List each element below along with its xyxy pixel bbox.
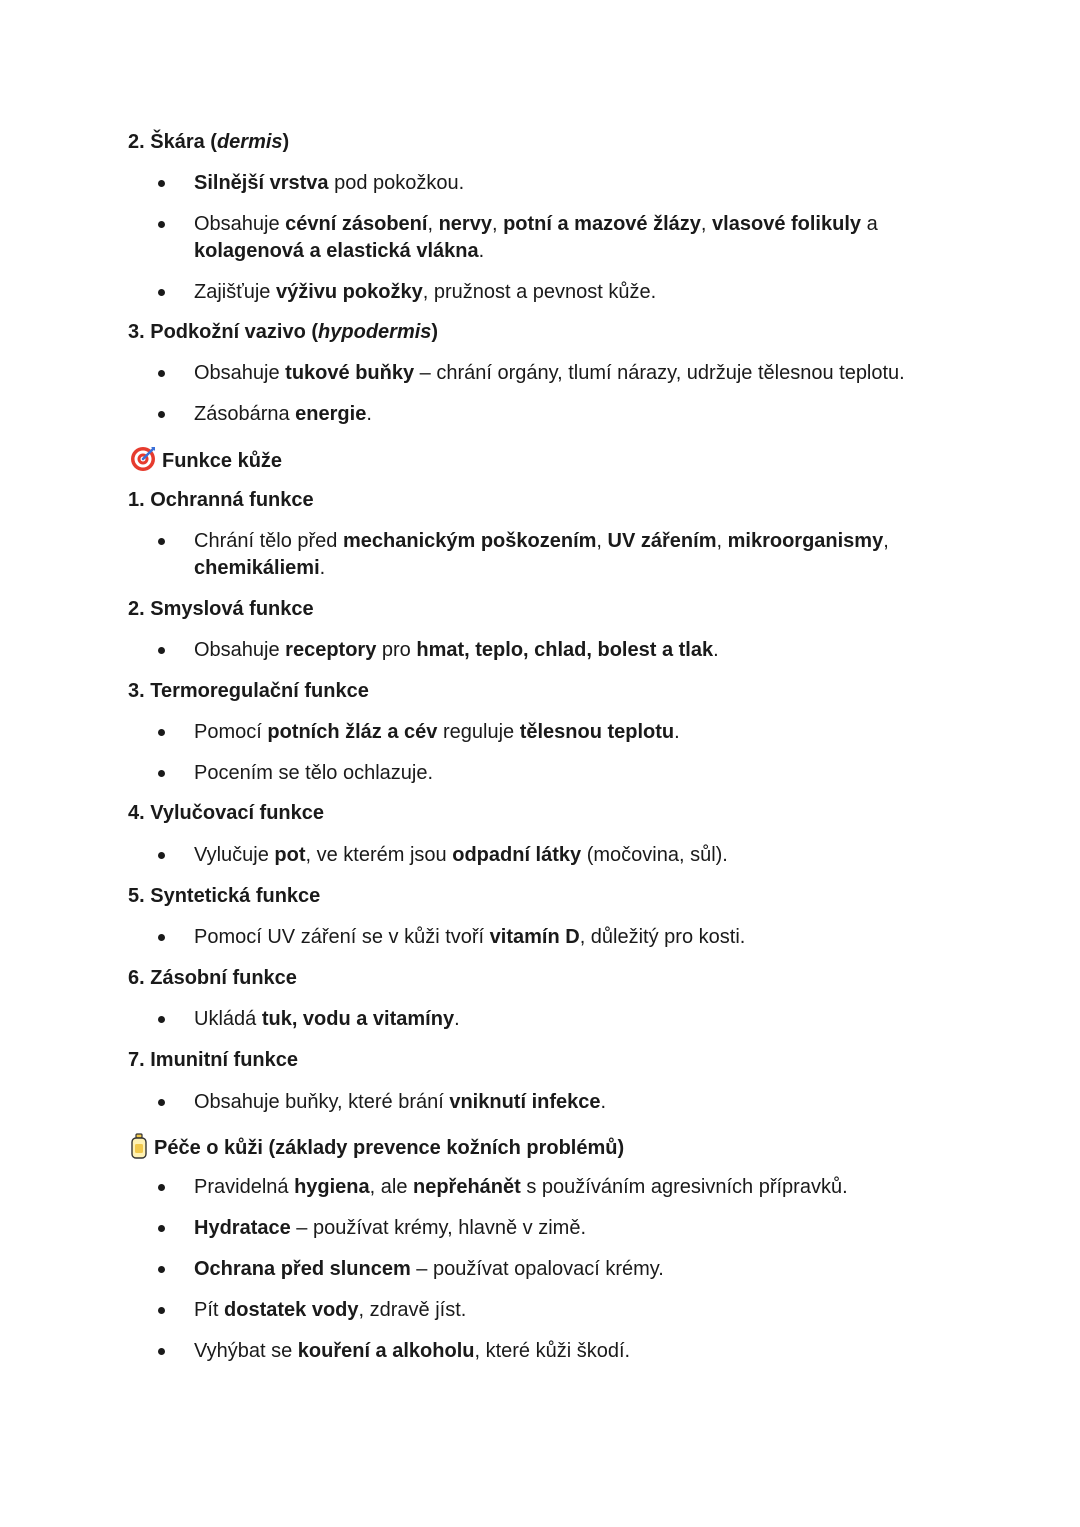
- text-run: ,: [427, 213, 439, 235]
- text-run: energie: [295, 403, 367, 425]
- text-run: .: [454, 1008, 460, 1030]
- text-run: ,: [716, 530, 728, 552]
- text-run: UV zářením: [607, 530, 717, 552]
- text-run: Silnější vrstva: [194, 172, 329, 194]
- text-run: reguluje: [437, 721, 520, 743]
- text-run: ): [431, 321, 439, 343]
- bullet-dot: [158, 1184, 165, 1191]
- text-run: ,: [883, 530, 889, 552]
- text-run: Pomocí UV záření se v kůži tvoří: [194, 926, 490, 948]
- list-item: [194, 1174, 848, 1201]
- text-run: vlasové folikuly: [712, 213, 862, 235]
- text-run: Péče o kůži (základy prevence kožních problémů): [154, 1137, 625, 1159]
- section-heading: [130, 1133, 624, 1167]
- text-run: – používat opalovací krémy.: [410, 1258, 664, 1280]
- section-heading: [128, 319, 438, 346]
- text-run: (močovina, sůl).: [581, 844, 728, 866]
- bullet-dot: [158, 289, 165, 296]
- text-run: 4. Vylučovací funkce: [128, 802, 325, 824]
- section-heading: [128, 965, 297, 992]
- text-run: pod pokožkou.: [328, 172, 465, 194]
- list-item: [194, 1215, 586, 1242]
- text-run: Vyhýbat se: [194, 1340, 298, 1362]
- text-run: – chrání orgány, tlumí nárazy, udržuje tělesnou teplotu.: [414, 362, 905, 384]
- text-run: 5. Syntetická funkce: [128, 885, 321, 907]
- section-heading: [128, 596, 314, 623]
- section-heading: [128, 1047, 298, 1074]
- bullet-dot: [158, 852, 165, 859]
- list-item: [194, 211, 878, 238]
- text-run: hygiena: [294, 1176, 370, 1198]
- list-item: [194, 360, 905, 387]
- text-run: , pružnost a pevnost kůže.: [422, 281, 657, 303]
- text-run: 1. Ochranná funkce: [128, 489, 314, 511]
- bullet-dot: [158, 180, 165, 187]
- text-run: .: [713, 639, 719, 661]
- text-run: .: [478, 240, 485, 262]
- text-run: .: [674, 721, 680, 743]
- text-run: .: [366, 403, 372, 425]
- text-run: Pít: [194, 1299, 225, 1321]
- bullet-dot: [158, 1225, 165, 1232]
- text-run: 3. Podkožní vazivo (: [128, 321, 319, 343]
- text-run: Pomocí: [194, 721, 268, 743]
- text-run: 6. Zásobní funkce: [128, 967, 297, 989]
- text-run: cévní zásobení: [285, 213, 428, 235]
- text-run: tukové buňky: [285, 362, 415, 384]
- list-item: [194, 924, 745, 951]
- text-run: Zajišťuje: [194, 281, 276, 303]
- list-item: [194, 279, 656, 306]
- text-run: receptory: [285, 639, 377, 661]
- text-run: pot: [274, 844, 306, 866]
- bullet-dot: [158, 1348, 165, 1355]
- bullet-dot: [158, 770, 165, 777]
- bullet-dot: [158, 647, 165, 654]
- list-item: [194, 528, 889, 555]
- bullet-dot: [158, 411, 165, 418]
- text-run: .: [600, 1091, 607, 1113]
- text-run: Pravidelná: [194, 1176, 295, 1198]
- section-heading: [128, 800, 324, 827]
- text-run: ,: [491, 213, 504, 235]
- text-run: chemikáliemi: [194, 557, 320, 579]
- text-run: hypodermis: [318, 321, 432, 343]
- text-run: a: [861, 213, 878, 235]
- bullet-dot: [158, 729, 165, 736]
- text-run: Obsahuje: [194, 213, 286, 235]
- text-run: kouření a alkoholu: [297, 1340, 475, 1362]
- text-run: pro: [376, 639, 417, 661]
- text-run: ): [282, 131, 290, 153]
- section-heading: [128, 883, 320, 910]
- text-run: dermis: [216, 131, 283, 153]
- text-run: Chrání tělo před: [194, 530, 343, 552]
- text-run: kolagenová a elastická vlákna: [194, 240, 479, 262]
- bullet-dot: [158, 1307, 165, 1314]
- bullet-dot: [158, 1266, 165, 1273]
- bullet-dot: [158, 1099, 165, 1106]
- text-run: nervy: [438, 213, 492, 235]
- section-heading: [128, 129, 289, 156]
- list-item: [194, 1338, 630, 1365]
- list-item: [194, 555, 325, 582]
- text-run: Vylučuje: [194, 844, 275, 866]
- text-run: Obsahuje buňky, které brání: [194, 1091, 450, 1113]
- text-run: 2. Škára (: [128, 131, 217, 153]
- text-run: tělesnou teplotu: [519, 721, 675, 743]
- text-run: – používat krémy, hlavně v zimě.: [290, 1217, 587, 1239]
- bullet-dot: [158, 934, 165, 941]
- text-run: .: [319, 557, 326, 579]
- text-run: potní a mazové žlázy: [503, 213, 701, 235]
- text-run: ,: [596, 530, 608, 552]
- text-run: potních žláz a cév: [267, 721, 438, 743]
- bullet-dot: [158, 1016, 165, 1023]
- list-item: [194, 637, 719, 664]
- text-run: Pocením se tělo ochlazuje.: [194, 762, 434, 784]
- bullet-dot: [158, 538, 165, 545]
- text-run: Funkce kůže: [162, 450, 283, 472]
- list-item: [194, 238, 484, 265]
- text-run: , důležitý pro kosti.: [579, 926, 746, 948]
- text-run: Obsahuje: [194, 362, 286, 384]
- lotion-bottle-icon: [130, 1133, 148, 1167]
- bullet-dot: [158, 221, 165, 228]
- text-run: vniknutí infekce: [449, 1091, 601, 1113]
- text-run: , ale: [369, 1176, 413, 1198]
- text-run: Obsahuje: [194, 639, 286, 661]
- text-run: 2. Smyslová funkce: [128, 598, 314, 620]
- section-heading: [128, 487, 314, 514]
- text-run: výživu pokožky: [275, 281, 423, 303]
- list-item: [194, 719, 680, 746]
- text-run: mikroorganismy: [727, 530, 884, 552]
- bullet-dot: [158, 370, 165, 377]
- list-item: [194, 760, 433, 787]
- target-icon: [130, 446, 156, 480]
- list-item: [194, 1089, 606, 1116]
- text-run: , zdravě jíst.: [358, 1299, 467, 1321]
- list-item: [194, 401, 372, 428]
- section-heading: [128, 678, 369, 705]
- text-run: 3. Termoregulační funkce: [128, 680, 369, 702]
- text-run: nepřehánět: [413, 1176, 521, 1198]
- text-run: Zásobárna: [194, 403, 296, 425]
- text-run: ,: [700, 213, 713, 235]
- text-run: dostatek vody: [224, 1299, 359, 1321]
- text-run: , ve kterém jsou: [305, 844, 453, 866]
- list-item: [194, 842, 728, 869]
- text-run: odpadní látky: [452, 844, 582, 866]
- text-run: s používáním agresivních přípravků.: [520, 1176, 848, 1198]
- text-run: tuk, vodu a vitamíny: [261, 1008, 455, 1030]
- text-run: , které kůži škodí.: [474, 1340, 631, 1362]
- list-item: [194, 170, 464, 197]
- text-run: hmat, teplo, chlad, bolest a tlak: [416, 639, 714, 661]
- text-run: Ukládá: [194, 1008, 262, 1030]
- text-run: Ochrana před sluncem: [194, 1258, 411, 1280]
- text-run: vitamín D: [489, 926, 580, 948]
- list-item: [194, 1297, 466, 1324]
- list-item: [194, 1006, 460, 1033]
- list-item: [194, 1256, 664, 1283]
- section-heading: [130, 446, 282, 480]
- text-run: mechanickým poškozením: [342, 530, 597, 552]
- text-run: 7. Imunitní funkce: [128, 1049, 299, 1071]
- text-run: Hydratace: [194, 1217, 291, 1239]
